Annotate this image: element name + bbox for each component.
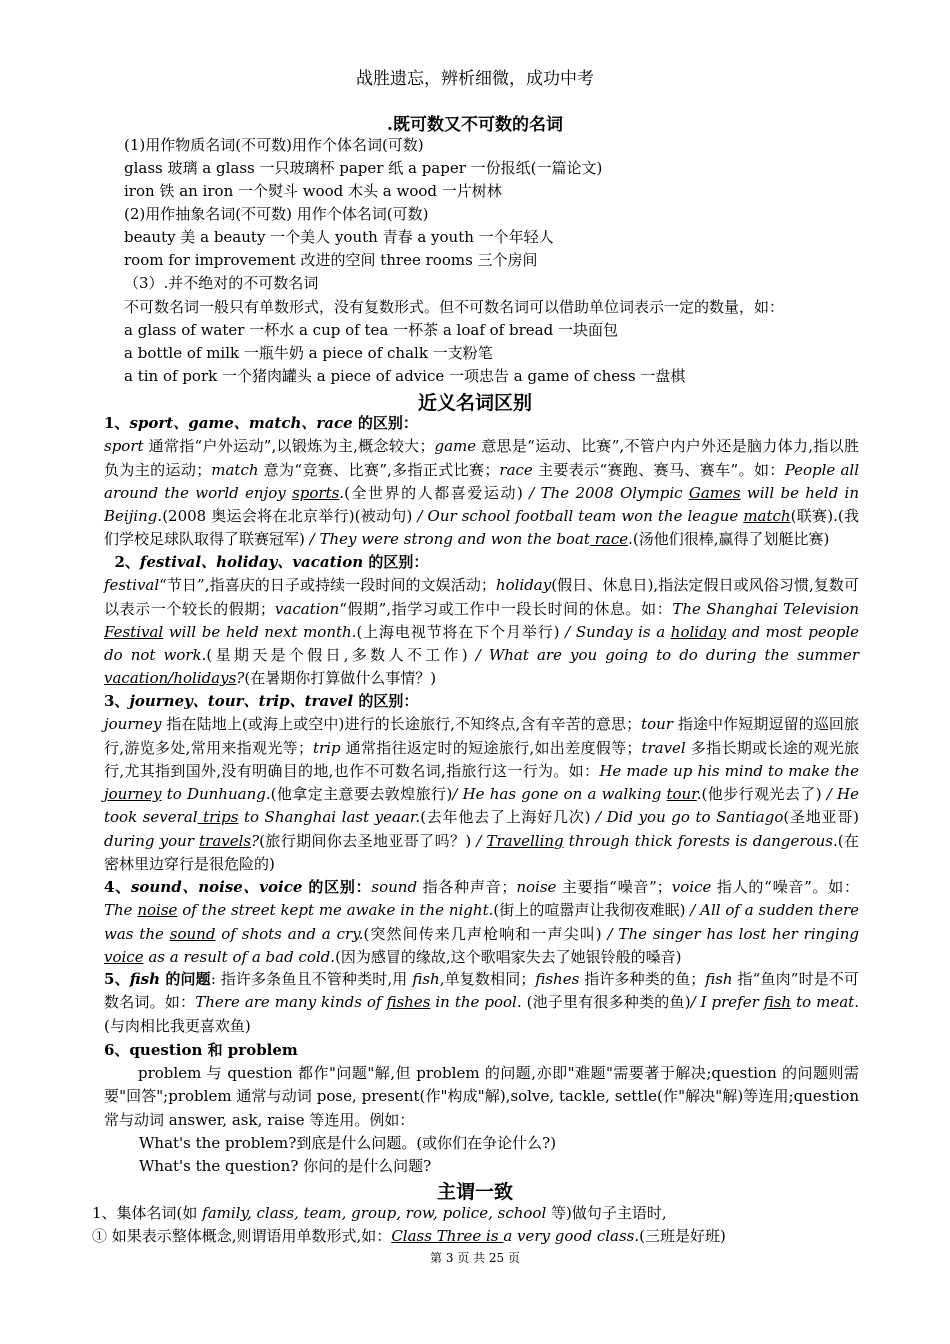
text-line: 不可数名词一般只有单数形式，没有复数形式。但不可数名词可以借助单位词表示一定的数量，如： bbox=[124, 298, 785, 316]
item-6-paragraph: problem 与 question 都作"问题"解,但 problem 的问题,亦即"难题"需要著于解决;question 的问题则需要"回答";problem 通常与动词 pose, present(作"构成"解),solve, tackle, settle(作"解决"解)等连用;question 常与动词 answer, ask, raise 等连用。例如： bbox=[104, 1064, 859, 1129]
text-line: (2)用作抽象名词(不可数) 用作个体名词(可数) bbox=[124, 205, 429, 223]
text-line: beauty 美 a beauty 一个美人 youth 青春 a youth 一个年轻人 bbox=[124, 228, 554, 246]
item-3: 3、journey、tour、trip、travel 的区别： journey 指在陆地上(或海上或空中)进行的长途旅行,不知终点,含有辛苦的意思；tour 指途中作短期逗留的巡回旅行,游览多处,常用来指观光等；trip 通常指往返定时的短途旅行,如出差度假等；travel 多指长期或长途的观光旅行,尤其指到国外,没有明确目的地,也作不可数名词,指旅行这一行为。如：He made up his mind to make the journey to Dunhuang.(他拿定主意要去敦煌旅行)/ He has gone on a walking tour.(他步行观光去了) / He took several trips to Shanghai last yeaar.(去年他去了上海好几次) / Did you go to Santiago(圣地亚哥) during your travels?(旅行期间你去圣地亚哥了吗？) / Travelling through thick forests is dangerous.(在密林里边穿行是很危险的) bbox=[104, 692, 859, 874]
section-title-countable: .既可数又不可数的名词 bbox=[387, 115, 563, 135]
text-line: a glass of water 一杯水 a cup of tea 一杯茶 a loaf of bread 一块面包 bbox=[124, 321, 618, 339]
text-line: glass 玻璃 a glass 一只玻璃杯 paper 纸 a paper 一份报纸(一篇论文) bbox=[124, 159, 603, 177]
text-line: （3）.并不绝对的不可数名词 bbox=[124, 274, 319, 292]
page-header: 战胜遗忘，辨析细微，成功中考 bbox=[356, 69, 594, 89]
item-1: 1、sport、game、match、race 的区别： sport 通常指“户外运动”,以锻炼为主,概念较大；game 意思是“运动、比赛”,不管户内户外还是脑力体力,指以胜负为主的运动；match 意为“竞赛、比赛”,多指正式比赛；race 主要表示“赛跑、赛马、赛车”。如：People all around the world enjoy sports.(全世界的人都喜爱运动) / The 2008 Olympic Games will be held in Beijing.(2008 奥运会将在北京举行)(被动句) / Our school football team won the league match(联赛).(我们学校足球队取得了联赛冠军) / They were strong and won the boat race.(汤他们很棒,赢得了划艇比赛) bbox=[104, 414, 860, 549]
item-6-heading: 6、question 和 problem bbox=[104, 1041, 298, 1059]
text-line: ① 如果表示整体概念,则谓语用单数形式,如：Class Three is a very good class.(三班是好班) bbox=[92, 1227, 726, 1245]
page-footer: 第 3 页 共 25 页 bbox=[430, 1251, 520, 1265]
text-line: iron 铁 an iron 一个熨斗 wood 木头 a wood 一片树林 bbox=[124, 182, 502, 200]
text-line: a tin of pork 一个猪肉罐头 a piece of advice 一项忠告 a game of chess 一盘棋 bbox=[124, 367, 686, 385]
text-line: room for improvement 改进的空间 three rooms 三个房间 bbox=[124, 251, 538, 269]
text-line: a bottle of milk 一瓶牛奶 a piece of chalk 一支粉笔 bbox=[124, 344, 493, 362]
example-line: What's the problem?到底是什么问题。(或你们在争论什么?) bbox=[139, 1134, 557, 1152]
item-4: 4、sound、noise、voice 的区别：sound 指各种声音；noise 主要指“噪音”；voice 指人的“噪音”。如：The noise of the street kept me awake in the night.(街上的喧嚣声让我彻夜难眠) / All of a sudden there was the sound of shots and a cry.(突然间传来几声枪响和一声尖叫) / The singer has lost her ringing voice as a result of a bad cold.(因为感冒的缘故,这个歌唱家失去了她银铃般的嗓音) bbox=[104, 878, 859, 966]
item-5: 5、fish 的问题: 指许多条鱼且不管种类时,用 fish,单复数相同；fishes 指许多种类的鱼；fish 指“鱼肉”时是不可数名词。如：There are many kinds of fishes in the pool. (池子里有很多种类的鱼)/ I prefer fish to meat.(与肉相比我更喜欢鱼) bbox=[104, 970, 860, 1035]
section-title-synonyms: 近义名词区别 bbox=[417, 392, 532, 414]
text-line: (1)用作物质名词(不可数)用作个体名词(可数) bbox=[124, 136, 424, 154]
text-line: 1、集体名词(如 family, class, team, group, row, police, school 等)做句子主语时, bbox=[92, 1204, 667, 1222]
item-2: 2、festival、holiday、vacation 的区别： festival“节日”,指喜庆的日子或持续一段时间的文娱活动；holiday(假日、休息日),指法定假日或风俗习惯,复数可以表示一个较长的假期；vacation“假期”,指学习或工作中一段长时间的休息。如：The Shanghai Television Festival will be held next month.(上海电视节将在下个月举行) / Sunday is a holiday and most people do not work.(星期天是个假日,多数人不工作) / What are you going to do during the summer vacation/holidays?(在暑期你打算做什么事情？) bbox=[104, 553, 860, 688]
example-line: What's the question? 你问的是什么问题? bbox=[139, 1157, 432, 1175]
section-title-agreement: 主谓一致 bbox=[436, 1181, 513, 1203]
